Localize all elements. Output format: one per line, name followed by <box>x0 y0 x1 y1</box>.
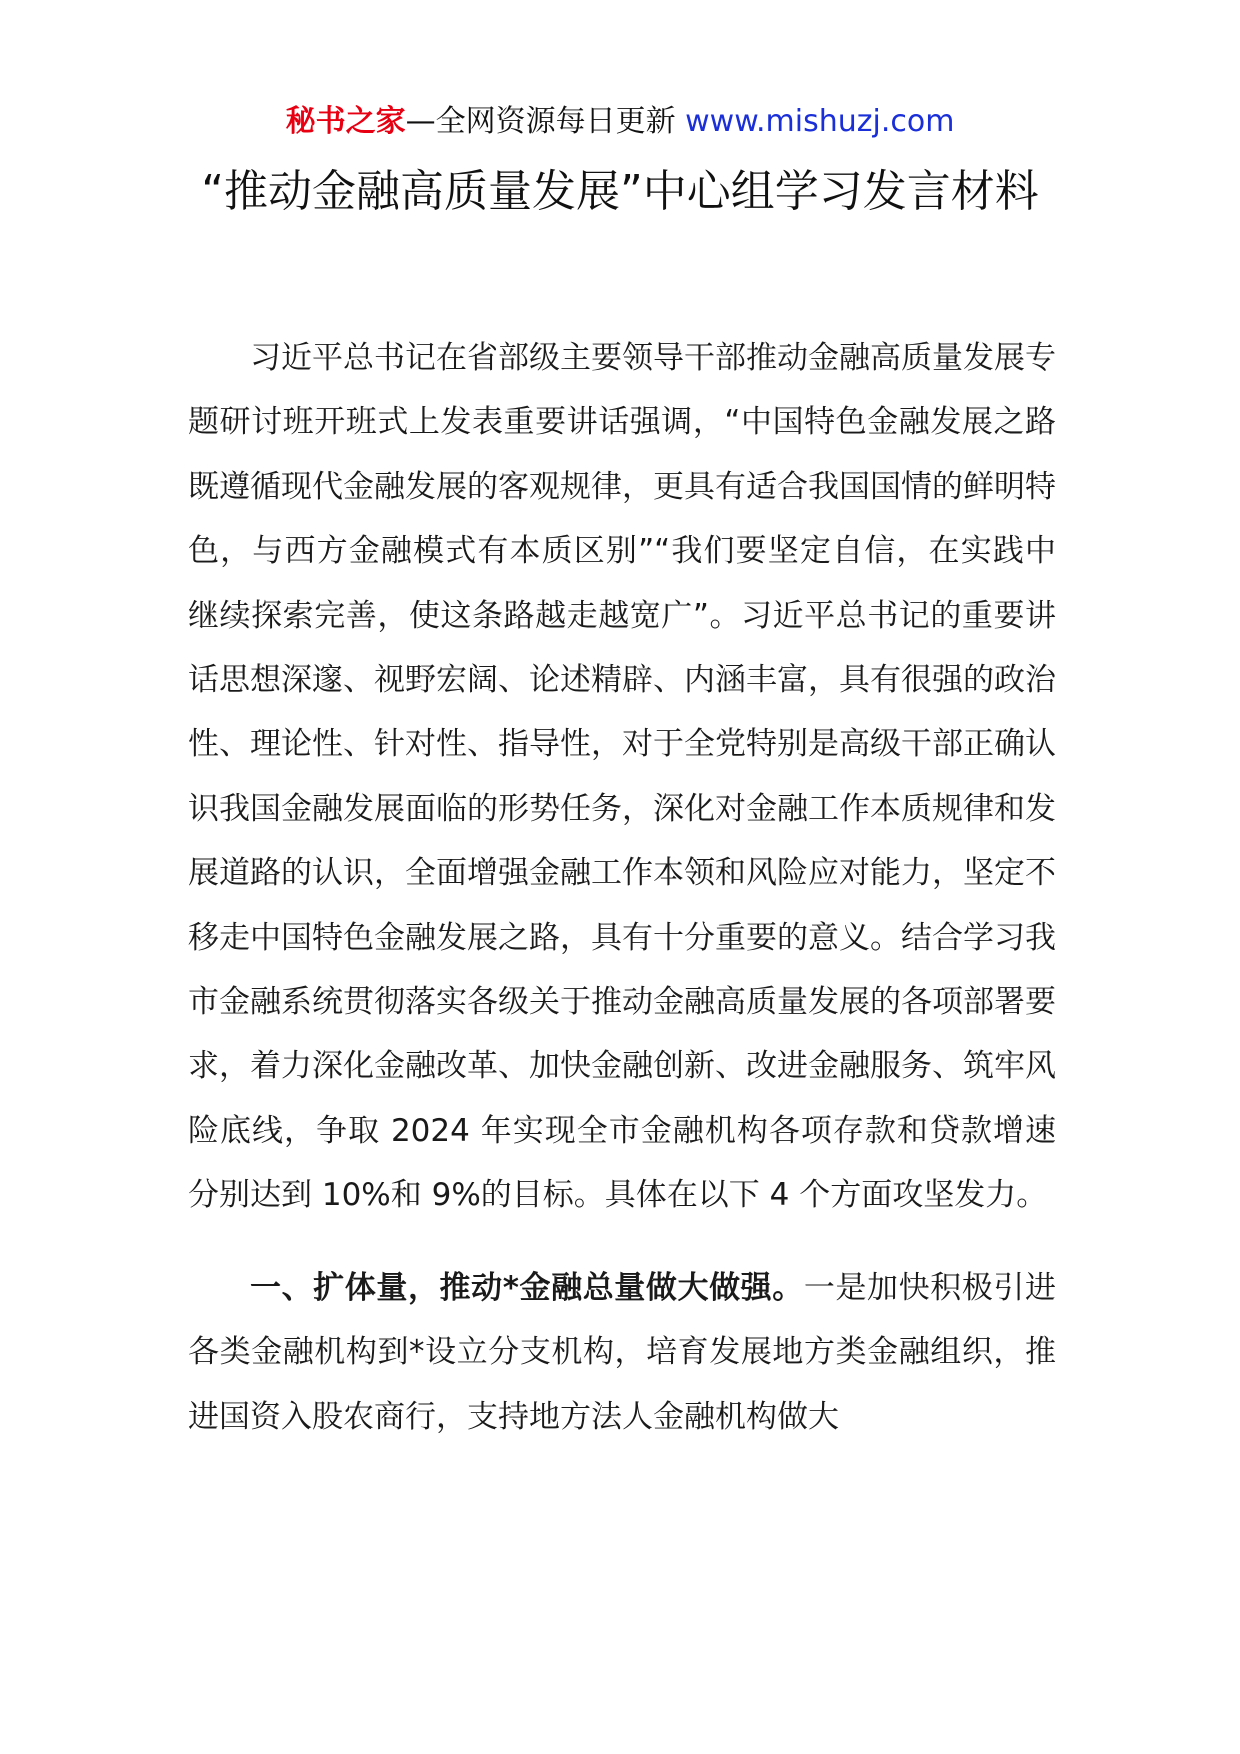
section-one-paragraph <box>188 1256 1056 1449</box>
brand-name: 秘书之家 <box>285 104 406 139</box>
site-url-link[interactable]: www.mishuzj.com <box>685 104 955 139</box>
site-header <box>0 102 1240 142</box>
document-title: “推动金融高质量发展”中心组学习发言材料 <box>201 166 1039 217</box>
document-body <box>188 326 1056 1449</box>
paragraph-text: 一是加快积极引进各类金融机构到*设立分支机构，培育发展地方类金融组织，推进国资入股农商行，支持地方法人金融机构做大 <box>188 1269 1056 1435</box>
intro-paragraph <box>188 326 1056 1228</box>
site-tagline: —全网资源每日更新 <box>405 104 676 139</box>
paragraph-text: 习近平总书记在省部级主要领导干部推动金融高质量发展专题研讨班开班式上发表重要讲话强调，“中国特色金融发展之路既遵循现代金融发展的客观规律，更具有适合我国国情的鲜明特色，与西方金融模式有本质区别”“我们要坚定自信，在实践中继续探索完善，使这条路越走越宽广”。习近平总书记的重要讲话思想深邃、视野宏阔、论述精辟、内涵丰富，具有很强的政治性、理论性、针对性、指导性，对于全党特别是高级干部正确认识我国金融发展面临的形势任务，深化对金融工作本质规律和发展道路的认识，全面增强金融工作本领和风险应对能力，坚定不移走中国特色金融发展之路，具有十分重要的意义。结合学习我市金融系统贯彻落实各级关于推动金融高质量发展的各项部署要求，着力深化金融改革、加快金融创新、改进金融服务、筑牢风险底线，争取 2024 年实现全市金融机构各项存款和贷款增速分别达到 10%和 9%的目标。具体在以下 4 个方面攻坚发力。 <box>188 340 1056 1214</box>
section-heading: 一、扩体量，推动*金融总量做大做强。 <box>250 1269 804 1306</box>
